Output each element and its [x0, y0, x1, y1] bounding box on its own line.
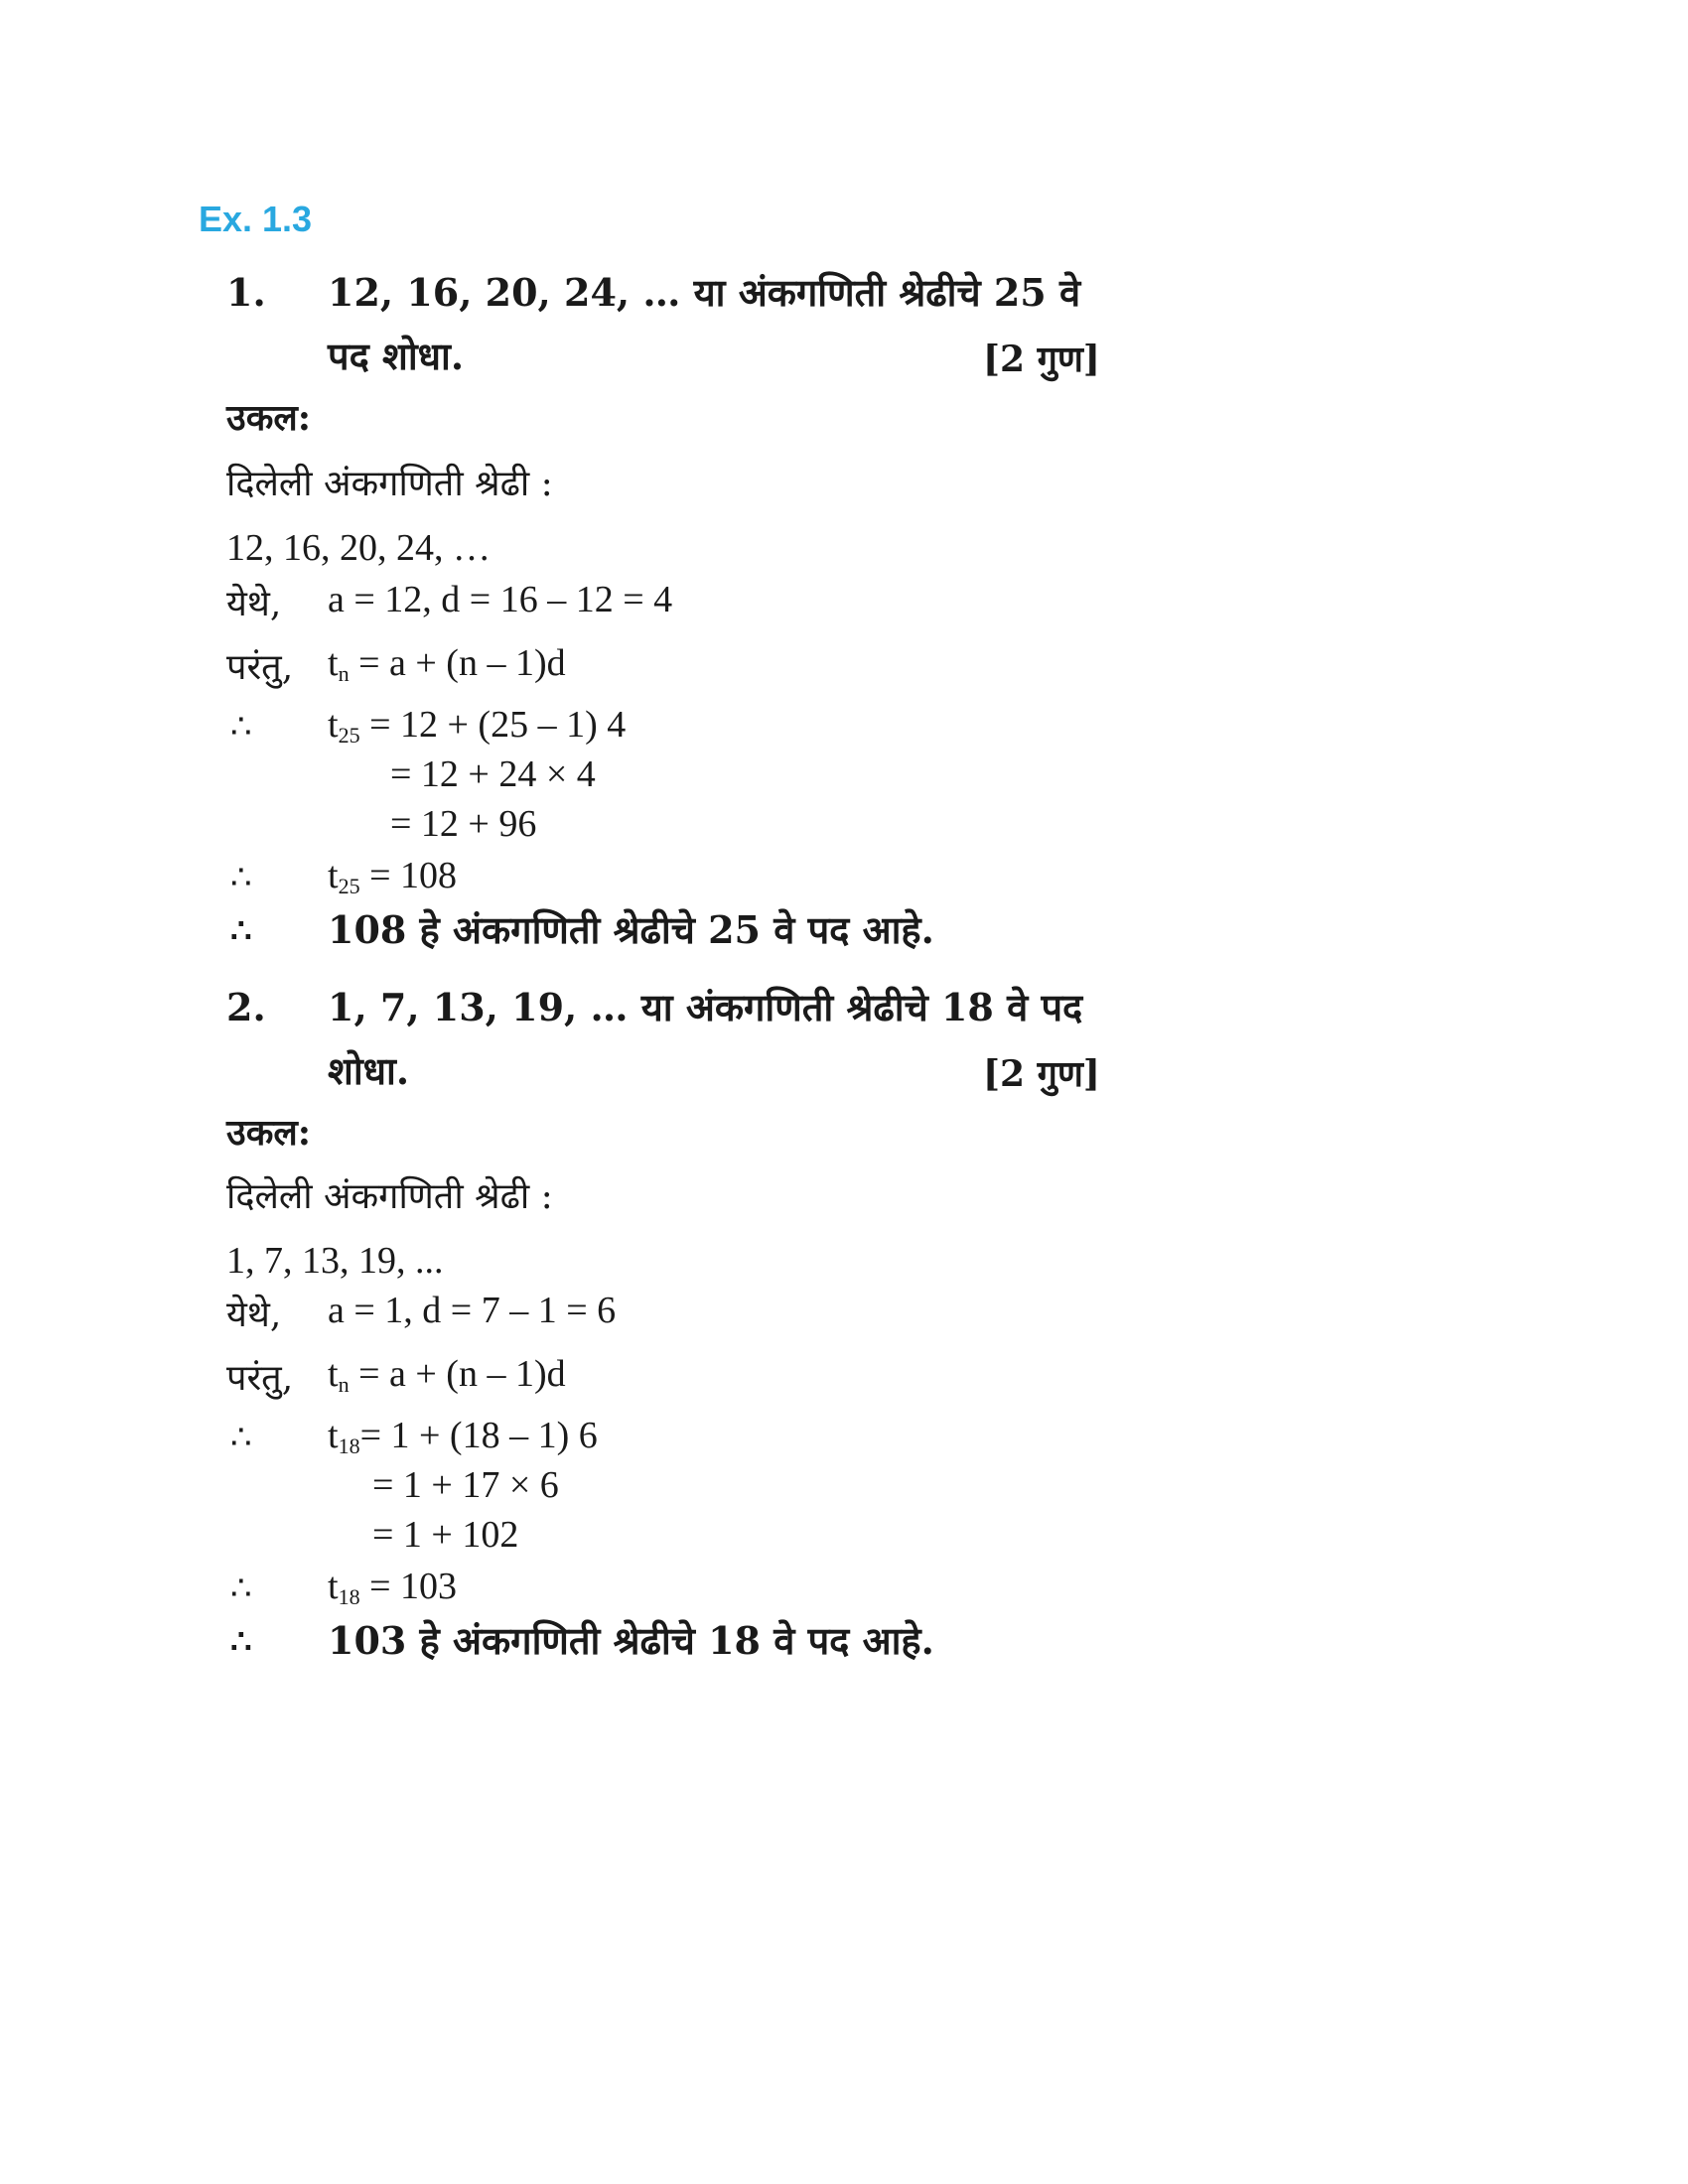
term-symbol: t [328, 1566, 339, 1607]
conclusion: 108 हे अंकगणिती श्रेढीचे 25 वे पद आहे. [328, 907, 934, 952]
but-label: परंतु, [226, 1358, 294, 1399]
therefore-symbol: ∴ [230, 911, 252, 951]
term-subscript: 25 [338, 723, 360, 748]
question-text-line2: पद शोधा. [328, 334, 465, 378]
term-subscript: 18 [338, 1433, 360, 1458]
step-2: = 12 + 24 × 4 [390, 753, 596, 795]
term-subscript: 18 [338, 1584, 360, 1609]
series-values: 1, 7, 13, 19, ... [226, 1240, 444, 1282]
term-subscript: n [338, 661, 350, 686]
result-rhs: = 108 [359, 855, 457, 896]
question-number: 1. [226, 270, 266, 315]
step-3: = 1 + 102 [372, 1514, 519, 1556]
solution-heading: उकल: [226, 1112, 312, 1154]
series-values: 12, 16, 20, 24, … [226, 527, 491, 569]
result [328, 1565, 457, 1610]
marks-badge: [2 गुण] [983, 339, 1100, 380]
formula-rhs: = a + (n – 1)d [349, 1353, 566, 1395]
given-label: दिलेली अंकगणिती श्रेढी : [226, 464, 553, 504]
but-label: परंतु, [226, 647, 294, 688]
question-number: 2. [226, 985, 266, 1029]
term-symbol: t [328, 1353, 339, 1395]
therefore-symbol: ∴ [230, 1622, 252, 1662]
here-label: येथे, [226, 584, 282, 624]
here-equation: a = 1, d = 7 – 1 = 6 [328, 1290, 617, 1331]
general-term-formula [328, 641, 566, 687]
result-rhs: = 103 [359, 1566, 457, 1607]
question-text-line1: 1, 7, 13, 19, … या अंकगणिती श्रेढीचे 18 वे पद [328, 985, 1083, 1029]
term-symbol: t [328, 704, 339, 746]
step-1-rhs: = 1 + (18 – 1) 6 [359, 1415, 598, 1456]
term-symbol: t [328, 1415, 339, 1456]
step-1 [328, 1414, 598, 1459]
question-text-line2: शोधा. [328, 1048, 410, 1093]
therefore-symbol: ∴ [230, 707, 252, 747]
here-equation: a = 12, d = 16 – 12 = 4 [328, 579, 673, 620]
solution-heading: उकल: [226, 397, 312, 439]
step-1-rhs: = 12 + (25 – 1) 4 [359, 704, 627, 746]
exercise-label: Ex. 1.3 [199, 199, 313, 239]
general-term-formula [328, 1352, 566, 1398]
here-label: येथे, [226, 1295, 282, 1335]
marks-badge: [2 गुण] [983, 1053, 1100, 1095]
conclusion: 103 हे अंकगणिती श्रेढीचे 18 वे पद आहे. [328, 1618, 934, 1663]
result [328, 854, 457, 899]
step-1 [328, 703, 626, 749]
term-symbol: t [328, 855, 339, 896]
term-subscript: n [338, 1372, 350, 1397]
therefore-symbol: ∴ [230, 858, 252, 897]
given-label: दिलेली अंकगणिती श्रेढी : [226, 1176, 553, 1217]
formula-rhs: = a + (n – 1)d [349, 642, 566, 684]
step-2: = 1 + 17 × 6 [372, 1464, 559, 1506]
step-3: = 12 + 96 [390, 803, 537, 845]
question-text-line1: 12, 16, 20, 24, … या अंकगणिती श्रेढीचे 25 वे [328, 270, 1081, 315]
term-subscript: 25 [338, 874, 360, 898]
term-symbol: t [328, 642, 339, 684]
therefore-symbol: ∴ [230, 1418, 252, 1457]
therefore-symbol: ∴ [230, 1569, 252, 1608]
